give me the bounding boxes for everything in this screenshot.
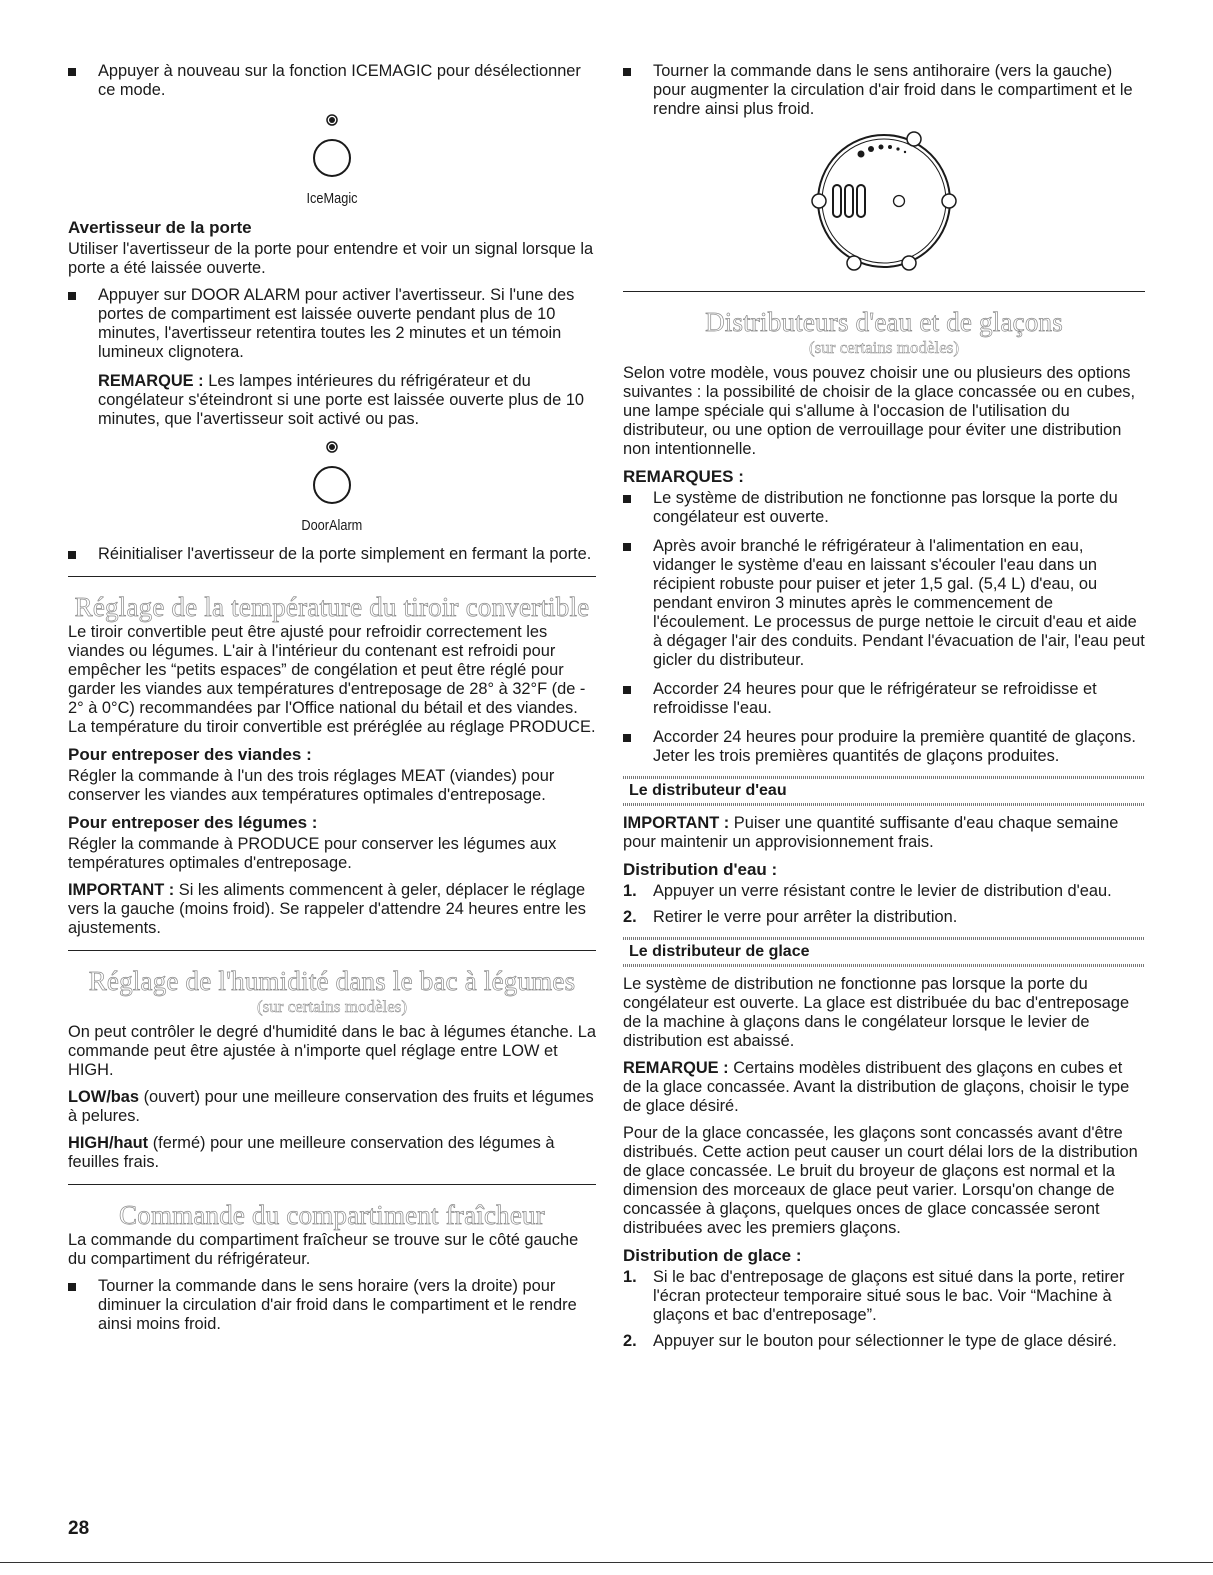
step-text: Si le bac d'entreposage de glaçons est situé dans la porte, retirer l'écran protecteur temporaire situé sous le bac. Voir “Machine à glaçons et bac d'entreposage”. <box>653 1268 1125 1324</box>
dispenser-section-title: Distributeurs d'eau et de glaçons <box>705 307 1063 337</box>
fresh-section-title: Commande du compartiment fraîcheur <box>119 1200 545 1230</box>
door-alarm-icon-block <box>68 437 596 535</box>
remarques-heading: REMARQUES : <box>623 467 744 486</box>
drawer-intro: Le tiroir convertible peut être ajusté pour refroidir correctement les viandes ou légumes. L'air à l'intérieur du contenant est refroidi pour empêcher les “petits espaces” de congélation et peut être réglé pour garder les viandes aux températures d'entreposage de 28° à 32°F (de - 2° à 0°C) recommandées par l'Office national du bétail et des viandes. La température du tiroir convertible est préréglée au réglage PRODUCE. <box>68 623 596 736</box>
low-setting <box>68 1088 596 1126</box>
meat-text: Régler la commande à l'un des trois réglages MEAT (viandes) pour conserver les viandes aux températures optimales d'entreposage. <box>68 767 555 804</box>
ice-dispenser-band <box>623 937 1145 967</box>
list-item <box>623 882 1145 901</box>
meat-heading: Pour entreposer des viandes : <box>68 745 312 764</box>
drawer-section-title: Réglage de la température du tiroir convertible <box>74 592 590 622</box>
door-alarm-label: DoorAlarm <box>301 517 363 534</box>
water-important-label: IMPORTANT : <box>623 814 730 832</box>
dispenser-intro: Selon votre modèle, vous pouvez choisir une ou plusieurs des options suivantes : la possibilité de choisir de la glace concassée ou en cubes, une lampe spéciale qui s'allume à l'occasion de l'utilisation du distributeur, ou une option de verrouillage pour éviter une distribution non intentionnelle. <box>623 364 1136 458</box>
left-column <box>68 62 596 1344</box>
ice-crushed-text: Pour de la glace concassée, les glaçons sont concassés avant d'être distribués. Cette action peut causer un court délai lors de la distribution de glace concassée. Le bruit du broyeur de glaçons est normal et la dimension des morceaux de glace peut varier. Lorsqu'on change de concassée à glaçons, quelques onces de glace concassée seront distribuées avec les premiers glaçons. <box>623 1124 1138 1237</box>
veg-heading: Pour entreposer des légumes : <box>68 813 318 832</box>
water-heading: Distribution d'eau : <box>623 860 778 879</box>
list-item <box>623 1332 1145 1351</box>
bullet-text: Accorder 24 heures pour que le réfrigérateur se refroidisse et refroidisse l'eau. <box>653 680 1097 717</box>
remarque-label: REMARQUE : <box>98 372 204 390</box>
step-text: Appuyer sur le bouton pour sélectionner le type de glace désiré. <box>653 1332 1117 1350</box>
ice-dispenser-heading: Le distributeur de glace <box>629 943 810 960</box>
bullet-fresh-counterclockwise <box>623 62 1145 119</box>
humidity-intro: On peut contrôler le degré d'humidité dans le bac à légumes étanche. La commande peut être ajustée à n'importe quel réglage entre LOW et HIGH. <box>68 1023 596 1079</box>
bullet-icemagic <box>68 62 596 100</box>
ice-heading: Distribution de glace : <box>623 1246 802 1265</box>
section-divider <box>68 1184 596 1185</box>
step-text: Appuyer un verre résistant contre le levier de distribution d'eau. <box>653 882 1112 900</box>
high-setting <box>68 1134 596 1172</box>
bullet-text: Le système de distribution ne fonctionne pas lorsque la porte du congélateur est ouverte. <box>653 489 1118 526</box>
ice-intro: Le système de distribution ne fonctionne pas lorsque la porte du congélateur est ouverte. La glace est distribuée du bac d'entreposage de la machine à glaçons dans le congélateur lorsque le levier de distribution est abaissé. <box>623 975 1130 1050</box>
important-note <box>68 881 596 938</box>
list-item <box>623 1268 1145 1325</box>
list-item <box>623 537 1145 670</box>
right-column <box>623 62 1145 1358</box>
remarque-text: Les lampes intérieures du réfrigérateur et du congélateur s'éteindront si une porte est laissée ouverte plus de 10 minutes, que l'avertisseur soit activé ou pas. <box>98 372 585 428</box>
list-item <box>623 680 1145 718</box>
bottom-divider <box>0 1562 1213 1563</box>
bullet-text: Après avoir branché le réfrigérateur à l'alimentation en eau, vidanger le système d'eau en laissant s'écouler l'eau dans un récipient robuste pour puiser et jeter 1,5 gal. (5,4 L) d'eau, ou pendant environ 3 minutes après le commencement de l'écoulement. Le processus de purge nettoie le circuit d'eau et aide à dégager l'air des conduits. Pendant l'évacuation de l'air, l'eau peut gicler du distributeur. <box>653 537 1145 669</box>
list-item <box>623 908 1145 927</box>
section-divider <box>623 291 1145 292</box>
low-text: (ouvert) pour une meilleure conservation des fruits et légumes à pelures. <box>68 1088 594 1125</box>
control-dial-icon <box>799 129 969 279</box>
bullet-text: Accorder 24 heures pour produire la première quantité de glaçons. Jeter les trois premières quantités de glaçons produites. <box>653 728 1136 765</box>
section-divider <box>68 576 596 577</box>
water-important-text: Puiser une quantité suffisante d'eau chaque semaine pour maintenir un approvisionnement frais. <box>623 814 1119 851</box>
water-dispenser-band <box>623 776 1145 806</box>
step-number: 1. <box>623 882 637 900</box>
bullet-text: Tourner la commande dans le sens horaire (vers la droite) pour diminuer la circulation d'air froid dans le compartiment et le rendre ainsi moins froid. <box>98 1277 577 1333</box>
icemagic-button-icon <box>302 110 362 190</box>
section-divider <box>68 950 596 951</box>
humidity-section-subtitle: (sur certains modèles) <box>256 997 408 1016</box>
bullet-text: Tourner la commande dans le sens antihoraire (vers la gauche) pour augmenter la circulation d'air froid dans le compartiment et le rendre ainsi plus froid. <box>653 62 1133 118</box>
list-item <box>623 728 1145 766</box>
high-label: HIGH/haut <box>68 1134 149 1152</box>
bullet-door-alarm <box>68 286 596 362</box>
remarque-note <box>68 372 596 429</box>
ice-remarque-note <box>623 1059 1145 1116</box>
step-text: Retirer le verre pour arrêter la distribution. <box>653 908 958 926</box>
water-important-note <box>623 814 1145 852</box>
important-label: IMPORTANT : <box>68 881 175 899</box>
ice-remarque-text: Certains modèles distribuent des glaçons en cubes et de la glace concassée. Avant la distribution de glaçons, choisir le type de glace désiré. <box>623 1059 1130 1115</box>
list-item <box>623 489 1145 527</box>
bullet-text: Réinitialiser l'avertisseur de la porte simplement en fermant la porte. <box>98 545 592 563</box>
door-alarm-button-icon <box>302 437 362 517</box>
door-alarm-intro: Utiliser l'avertisseur de la porte pour entendre et voir un signal lorsque la porte a été laissée ouverte. <box>68 240 594 277</box>
veg-text: Régler la commande à PRODUCE pour conserver les légumes aux températures optimales d'entreposage. <box>68 835 557 872</box>
fresh-intro: La commande du compartiment fraîcheur se trouve sur le côté gauche du compartiment du réfrigérateur. <box>68 1231 579 1268</box>
dispenser-section-subtitle: (sur certains modèles) <box>808 338 960 357</box>
icemagic-icon-block <box>68 110 596 208</box>
icemagic-label: IceMagic <box>306 190 358 207</box>
step-number: 1. <box>623 1268 637 1286</box>
high-text: (fermé) pour une meilleure conservation des légumes à feuilles frais. <box>68 1134 555 1171</box>
water-dispenser-heading: Le distributeur d'eau <box>629 782 787 799</box>
control-dial-block <box>623 129 1145 279</box>
important-text: Si les aliments commencent à geler, déplacer le réglage vers la gauche (moins froid). Se rappeler d'attendre 24 heures entre les ajustements. <box>68 881 586 937</box>
bullet-reset <box>68 545 596 564</box>
bullet-text: Appuyer à nouveau sur la fonction ICEMAGIC pour désélectionner ce mode. <box>98 62 581 99</box>
step-number: 2. <box>623 1332 637 1350</box>
humidity-section-title: Réglage de l'humidité dans le bac à légumes <box>88 966 576 996</box>
bullet-text: Appuyer sur DOOR ALARM pour activer l'avertisseur. Si l'une des portes de compartiment est laissée ouverte pendant plus de 10 minutes, l'avertisseur retentira toutes les 2 minutes et un témoin lumineux clignotera. <box>98 286 575 361</box>
door-alarm-heading: Avertisseur de la porte <box>68 218 252 237</box>
step-number: 2. <box>623 908 637 926</box>
low-label: LOW/bas <box>68 1088 140 1106</box>
page-number: 28 <box>68 1518 90 1539</box>
ice-remarque-label: REMARQUE : <box>623 1059 729 1077</box>
bullet-fresh-clockwise <box>68 1277 596 1334</box>
